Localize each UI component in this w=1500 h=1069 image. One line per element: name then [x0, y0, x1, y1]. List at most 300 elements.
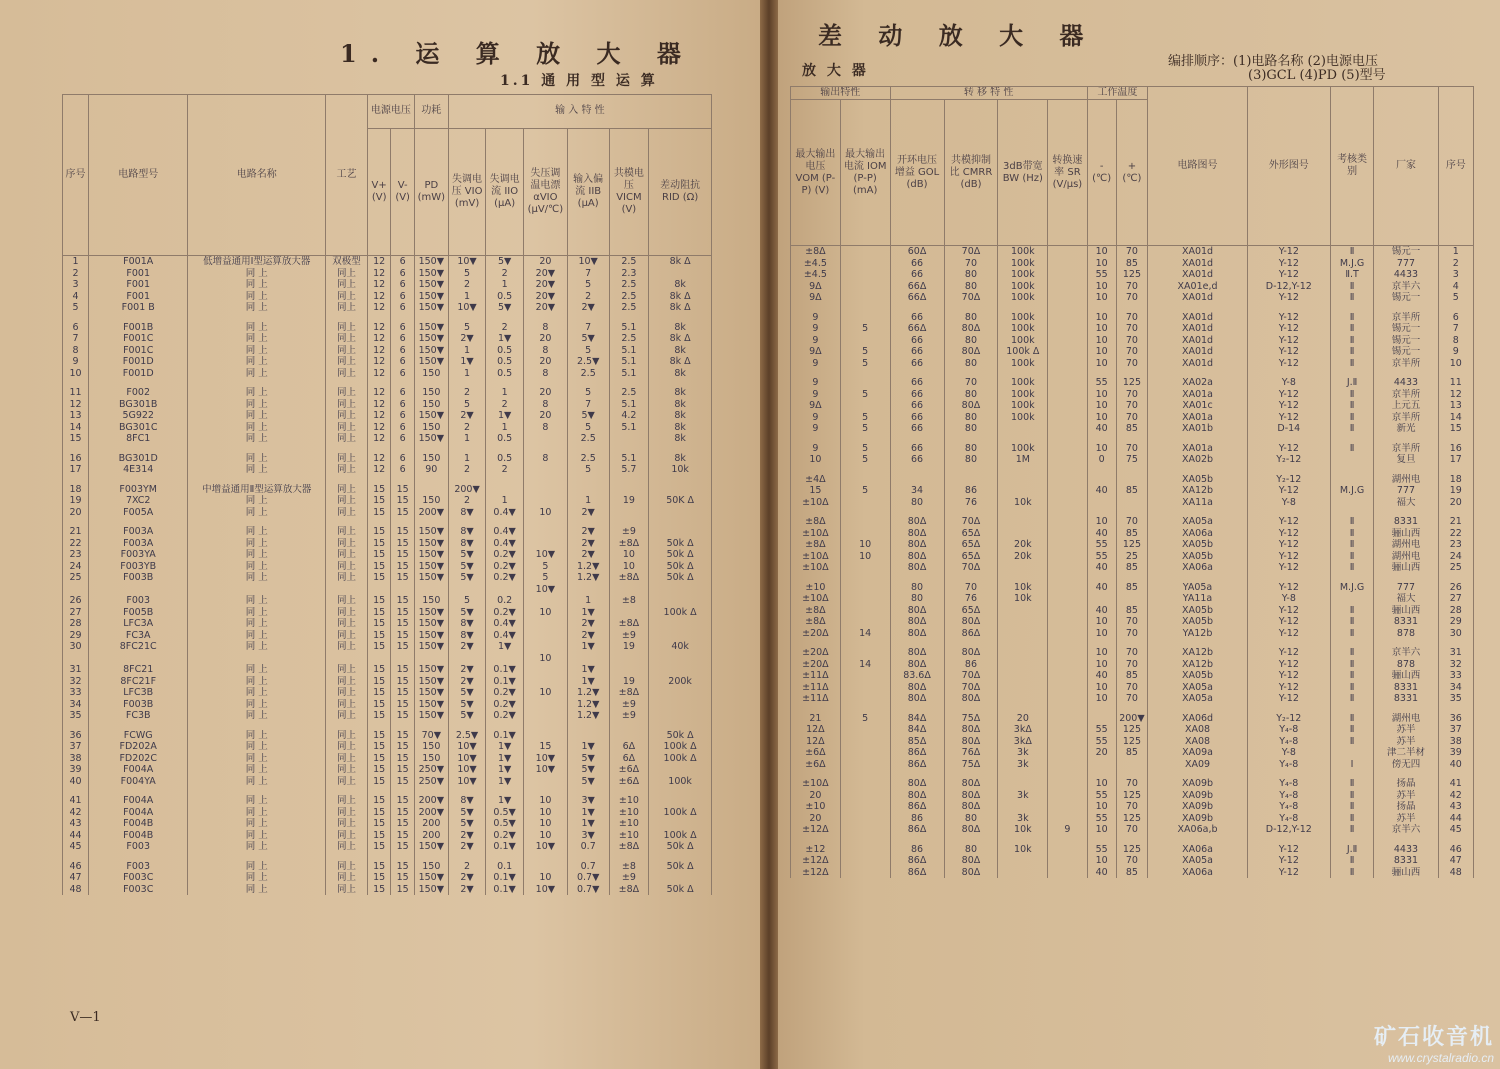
- table-cell: 8k: [649, 368, 712, 380]
- table-cell: 15: [367, 830, 390, 842]
- table-cell: 同上: [326, 322, 368, 334]
- table-cell: XA12b: [1148, 485, 1248, 497]
- table-cell: [840, 855, 890, 867]
- table-cell: 8k Δ: [649, 256, 712, 268]
- table-cell: Ⅱ: [1330, 516, 1374, 528]
- table-row: [791, 824, 1474, 836]
- table-cell: [567, 853, 609, 861]
- table-cell: [89, 584, 188, 596]
- table-row: [791, 323, 1474, 335]
- table-cell: [609, 787, 649, 795]
- table-cell: 1▼: [486, 333, 524, 345]
- table-cell: [649, 872, 712, 884]
- table-cell: 6: [391, 387, 414, 399]
- table-cell: 骊山西: [1374, 670, 1438, 682]
- table-cell: 100k: [998, 389, 1048, 401]
- table-cell: 9Δ: [791, 292, 841, 304]
- table-cell: 10▼: [448, 764, 486, 776]
- table-row: [63, 484, 712, 496]
- table-cell: 12: [367, 410, 390, 422]
- table-cell: 0.2▼: [486, 572, 524, 584]
- table-cell: Y-12: [1247, 855, 1330, 867]
- table-cell: 80: [890, 497, 944, 509]
- table-cell: ±12: [791, 844, 841, 856]
- table-cell: 777: [1374, 258, 1438, 270]
- table-cell: [523, 641, 567, 653]
- table-cell: 84Δ: [890, 713, 944, 725]
- table-cell: 150▼: [414, 630, 448, 642]
- table-cell: [448, 445, 486, 453]
- table-cell: Ⅱ: [1330, 693, 1374, 705]
- table-cell: J.Ⅱ: [1330, 844, 1374, 856]
- table-cell: 70: [1116, 682, 1148, 694]
- table-cell: [89, 787, 188, 795]
- table-cell: Y₄-8: [1247, 759, 1330, 771]
- table-cell: Y-12: [1247, 844, 1330, 856]
- table-cell: 100k: [998, 323, 1048, 335]
- table-cell: ±8: [609, 861, 649, 873]
- left-page-subtitle: 1.1 通 用 型 运 算: [500, 73, 658, 89]
- table-cell: 8331: [1374, 516, 1438, 528]
- table-cell: 66: [890, 312, 944, 324]
- table-cell: 15: [367, 538, 390, 550]
- table-cell: 55: [1087, 736, 1116, 748]
- table-cell: 5: [567, 464, 609, 476]
- table-cell: 8k: [649, 410, 712, 422]
- table-cell: 低增益通用Ⅰ型运算放大器: [188, 256, 326, 268]
- table-cell: [63, 379, 89, 387]
- table-cell: 6: [391, 268, 414, 280]
- table-cell: [890, 508, 944, 516]
- table-cell: [998, 474, 1048, 486]
- table-cell: 80: [944, 389, 998, 401]
- table-cell: 1.2▼: [567, 561, 609, 573]
- table-cell: Y-12: [1247, 312, 1330, 324]
- table-cell: XA01a: [1148, 412, 1248, 424]
- table-cell: XA12b: [1148, 647, 1248, 659]
- table-cell: [1116, 574, 1148, 582]
- table-cell: 76Δ: [944, 747, 998, 759]
- table-cell: 85: [1116, 867, 1148, 879]
- table-cell: [89, 476, 188, 484]
- table-cell: Ⅱ: [1330, 539, 1374, 551]
- table-cell: 2.5: [609, 279, 649, 291]
- table-cell: 70: [1116, 358, 1148, 370]
- table-cell: 同上: [326, 453, 368, 465]
- table-cell: F002: [89, 387, 188, 399]
- table-cell: 1▼: [448, 356, 486, 368]
- table-cell: ±9: [609, 630, 649, 642]
- table-cell: 40: [1087, 582, 1116, 594]
- table-cell: [414, 518, 448, 526]
- table-cell: XA06a: [1148, 867, 1248, 879]
- table-cell: 2▼: [567, 302, 609, 314]
- left-page-title: 1. 运 算 放 大 器: [340, 39, 695, 68]
- table-cell: 8: [523, 368, 567, 380]
- table-cell: 15: [367, 495, 390, 507]
- table-cell: Y₂-12: [1247, 454, 1330, 466]
- table-cell: [998, 836, 1048, 844]
- table-cell: 10: [1087, 647, 1116, 659]
- table-cell: 15: [391, 776, 414, 788]
- table-cell: Y₄-8: [1247, 790, 1330, 802]
- table-cell: 15: [367, 526, 390, 538]
- order-note-line1: 编排顺序：(1)电路名称 (2)电源电压: [1168, 54, 1378, 69]
- table-cell: 19: [63, 495, 89, 507]
- table-cell: 0.2▼: [486, 710, 524, 722]
- table-cell: 15: [391, 538, 414, 550]
- table-cell: ±10Δ: [791, 593, 841, 605]
- table-row: [63, 641, 712, 653]
- table-cell: 34: [890, 485, 944, 497]
- table-cell: [1048, 304, 1087, 312]
- table-cell: 125: [1116, 736, 1148, 748]
- table-row: [791, 423, 1474, 435]
- table-cell: [1048, 292, 1087, 304]
- table-cell: [1048, 466, 1087, 474]
- table-cell: [1087, 466, 1116, 474]
- table-cell: 5: [63, 302, 89, 314]
- table-cell: ±8Δ: [609, 687, 649, 699]
- table-cell: ±6Δ: [791, 759, 841, 771]
- table-cell: 5▼: [567, 776, 609, 788]
- table-cell: 8331: [1374, 616, 1438, 628]
- table-cell: [63, 722, 89, 730]
- table-cell: 15: [391, 818, 414, 830]
- table-cell: FD202A: [89, 741, 188, 753]
- table-cell: [63, 584, 89, 596]
- table-cell: Y-8: [1247, 497, 1330, 509]
- table-cell: [998, 528, 1048, 540]
- table-cell: 同 上: [188, 861, 326, 873]
- table-cell: 8331: [1374, 682, 1438, 694]
- table-cell: 锡元一: [1374, 292, 1438, 304]
- table-cell: [414, 722, 448, 730]
- table-cell: 同 上: [188, 618, 326, 630]
- table-row: [63, 538, 712, 550]
- table-cell: [890, 369, 944, 377]
- table-cell: [649, 379, 712, 387]
- table-cell: 0.2: [486, 595, 524, 607]
- table-row: [791, 412, 1474, 424]
- table-cell: 15: [367, 884, 390, 896]
- table-cell: [1048, 790, 1087, 802]
- table-cell: 6: [391, 410, 414, 422]
- table-cell: 上元五: [1374, 400, 1438, 412]
- table-cell: 150▼: [414, 607, 448, 619]
- table-cell: [567, 584, 609, 596]
- table-cell: Y-12: [1247, 443, 1330, 455]
- table-cell: 0.5: [486, 345, 524, 357]
- table-cell: 2▼: [448, 830, 486, 842]
- table-cell: 70: [1116, 693, 1148, 705]
- table-row: [791, 659, 1474, 671]
- table-cell: 15: [367, 861, 390, 873]
- table-cell: 80Δ: [890, 647, 944, 659]
- table-cell: ±11Δ: [791, 693, 841, 705]
- table-row: [791, 682, 1474, 694]
- table-cell: 同上: [326, 538, 368, 550]
- table-cell: [649, 764, 712, 776]
- table-cell: 11: [63, 387, 89, 399]
- table-cell: [414, 379, 448, 387]
- table-cell: [1048, 400, 1087, 412]
- table-cell: FC3A: [89, 630, 188, 642]
- table-cell: 15: [391, 630, 414, 642]
- table-row: [63, 549, 712, 561]
- table-cell: 10: [1087, 412, 1116, 424]
- table-cell: Y-12: [1247, 246, 1330, 258]
- table-cell: 10: [840, 539, 890, 551]
- table-cell: 5: [448, 399, 486, 411]
- table-cell: [890, 836, 944, 844]
- table-cell: 13: [63, 410, 89, 422]
- table-cell: 1: [486, 279, 524, 291]
- table-cell: 1M: [998, 454, 1048, 466]
- table-cell: 35: [63, 710, 89, 722]
- table-cell: F001: [89, 291, 188, 303]
- table-cell: [523, 464, 567, 476]
- table-cell: 31: [1438, 647, 1473, 659]
- table-cell: 150▼: [414, 687, 448, 699]
- table-cell: 5▼: [567, 333, 609, 345]
- table-cell: Ⅱ: [1330, 346, 1374, 358]
- table-cell: 2.5: [609, 387, 649, 399]
- table-cell: [1247, 304, 1330, 312]
- table-cell: [523, 664, 567, 676]
- table-cell: Y₄-8: [1247, 778, 1330, 790]
- table-cell: [1116, 474, 1148, 486]
- table-cell: 15: [391, 664, 414, 676]
- table-cell: 200: [414, 818, 448, 830]
- table-cell: Y₄-8: [1247, 724, 1330, 736]
- table-cell: [1116, 466, 1148, 474]
- table-cell: [840, 844, 890, 856]
- table-cell: 70: [1116, 335, 1148, 347]
- table-cell: 5▼: [448, 807, 486, 819]
- table-cell: 27: [1438, 593, 1473, 605]
- table-row: [791, 593, 1474, 605]
- table-cell: 15: [391, 884, 414, 896]
- table-cell: F001A: [89, 256, 188, 268]
- table-row: [791, 528, 1474, 540]
- table-row: [791, 574, 1474, 582]
- table-cell: [649, 630, 712, 642]
- table-cell: [1048, 778, 1087, 790]
- table-cell: Y-12: [1247, 335, 1330, 347]
- table-cell: XA06a: [1148, 528, 1248, 540]
- table-cell: ±20Δ: [791, 628, 841, 640]
- table-cell: BG301B: [89, 399, 188, 411]
- header-vminus: V- (V): [391, 128, 414, 255]
- table-row: [63, 687, 712, 699]
- table-cell: 85: [1116, 562, 1148, 574]
- table-cell: [567, 314, 609, 322]
- table-cell: [840, 670, 890, 682]
- table-row: [63, 422, 712, 434]
- table-row: [791, 358, 1474, 370]
- table-cell: 8k Δ: [649, 302, 712, 314]
- table-cell: XA01d: [1148, 269, 1248, 281]
- table-cell: [391, 853, 414, 861]
- table-cell: 0.2▼: [486, 830, 524, 842]
- table-cell: D-12,Y-12: [1247, 824, 1330, 836]
- table-row: [63, 753, 712, 765]
- table-cell: 250▼: [414, 764, 448, 776]
- table-cell: XA05a: [1148, 855, 1248, 867]
- table-cell: 40: [63, 776, 89, 788]
- table-cell: 同上: [326, 630, 368, 642]
- table-cell: 同上: [326, 872, 368, 884]
- book-gutter: [760, 0, 778, 1069]
- table-cell: F003: [89, 861, 188, 873]
- table-cell: [1374, 574, 1438, 582]
- table-cell: F003: [89, 595, 188, 607]
- table-cell: [63, 853, 89, 861]
- table-cell: [609, 607, 649, 619]
- table-cell: 27: [63, 607, 89, 619]
- header-temp-group: 工作温度: [1087, 87, 1148, 100]
- table-cell: 50k Δ: [649, 884, 712, 896]
- header-maker: 厂家: [1374, 87, 1438, 246]
- table-cell: XA09b: [1148, 801, 1248, 813]
- table-cell: F004B: [89, 818, 188, 830]
- table-cell: 1▼: [486, 776, 524, 788]
- table-cell: 10: [1087, 516, 1116, 528]
- table-cell: 0.5: [486, 433, 524, 445]
- table-cell: 同 上: [188, 422, 326, 434]
- table-cell: 2.5▼: [567, 356, 609, 368]
- table-row: [791, 562, 1474, 574]
- table-row: [791, 292, 1474, 304]
- table-cell: ±10: [609, 830, 649, 842]
- table-cell: ±10: [609, 795, 649, 807]
- table-cell: [1048, 724, 1087, 736]
- table-cell: [840, 824, 890, 836]
- table-cell: 80Δ: [944, 724, 998, 736]
- table-cell: [1087, 369, 1116, 377]
- table-cell: 6: [391, 399, 414, 411]
- table-cell: 1: [448, 345, 486, 357]
- table-cell: 同上: [326, 561, 368, 573]
- table-cell: 10k: [998, 844, 1048, 856]
- table-cell: 86Δ: [890, 867, 944, 879]
- table-cell: 17: [63, 464, 89, 476]
- table-cell: 5G922: [89, 410, 188, 422]
- table-cell: 75Δ: [944, 713, 998, 725]
- table-row: [63, 387, 712, 399]
- table-cell: 80Δ: [944, 323, 998, 335]
- table-cell: ±10Δ: [791, 528, 841, 540]
- table-cell: 15: [367, 710, 390, 722]
- table-cell: ±9: [609, 872, 649, 884]
- table-cell: 15: [367, 607, 390, 619]
- table-cell: [391, 584, 414, 596]
- table-cell: 66Δ: [890, 281, 944, 293]
- table-cell: [998, 855, 1048, 867]
- table-cell: 15: [367, 561, 390, 573]
- table-cell: 同上: [326, 333, 368, 345]
- table-cell: [998, 574, 1048, 582]
- table-cell: 湖州电: [1374, 713, 1438, 725]
- table-cell: 15: [367, 676, 390, 688]
- header-iio: 失调电流 IIO (μA): [486, 128, 524, 255]
- table-cell: [840, 790, 890, 802]
- table-cell: F004B: [89, 830, 188, 842]
- table-cell: 0.5: [486, 291, 524, 303]
- table-cell: 80Δ: [944, 855, 998, 867]
- table-cell: 1.2▼: [567, 699, 609, 711]
- table-cell: 9: [791, 312, 841, 324]
- table-cell: 80Δ: [944, 867, 998, 879]
- table-row: [791, 443, 1474, 455]
- table-cell: 12: [63, 399, 89, 411]
- table-cell: XA01d: [1148, 292, 1248, 304]
- table-row: [791, 369, 1474, 377]
- table-cell: [649, 584, 712, 596]
- table-cell: 同上: [326, 664, 368, 676]
- table-cell: Ⅱ: [1330, 724, 1374, 736]
- table-cell: 20k: [998, 551, 1048, 563]
- table-cell: [944, 574, 998, 582]
- table-cell: 6: [391, 279, 414, 291]
- table-cell: 20: [998, 713, 1048, 725]
- header-cmrr: 共模抑制比 CMRR (dB): [944, 100, 998, 246]
- table-cell: 80Δ: [944, 647, 998, 659]
- table-cell: 66: [890, 423, 944, 435]
- table-cell: 9: [791, 412, 841, 424]
- table-cell: [523, 618, 567, 630]
- table-cell: 20k: [998, 539, 1048, 551]
- table-cell: 2▼: [448, 333, 486, 345]
- table-cell: Ⅰ: [1330, 759, 1374, 771]
- table-cell: 10: [523, 795, 567, 807]
- table-row: [791, 281, 1474, 293]
- table-cell: 新光: [1374, 423, 1438, 435]
- table-cell: 10: [1087, 292, 1116, 304]
- table-cell: [1048, 628, 1087, 640]
- table-cell: Y-12: [1247, 582, 1330, 594]
- table-cell: [188, 653, 326, 665]
- table-row: [791, 713, 1474, 725]
- table-cell: [998, 778, 1048, 790]
- table-cell: [998, 693, 1048, 705]
- table-cell: 同 上: [188, 399, 326, 411]
- table-cell: [567, 445, 609, 453]
- table-cell: 80: [944, 813, 998, 825]
- table-cell: 40: [1438, 759, 1473, 771]
- table-cell: [1148, 304, 1248, 312]
- table-cell: [367, 722, 390, 730]
- table-cell: 15: [367, 753, 390, 765]
- table-cell: [414, 653, 448, 665]
- table-cell: 10: [523, 507, 567, 519]
- table-cell: 36: [1438, 713, 1473, 725]
- table-cell: [1116, 369, 1148, 377]
- table-cell: 3k: [998, 813, 1048, 825]
- table-cell: 8k Δ: [649, 291, 712, 303]
- table-cell: 40: [1087, 528, 1116, 540]
- table-cell: 0.1: [486, 861, 524, 873]
- table-cell: [998, 670, 1048, 682]
- table-cell: 2.5: [567, 453, 609, 465]
- table-cell: [1048, 574, 1087, 582]
- table-cell: 45: [1438, 824, 1473, 836]
- table-cell: 1: [486, 387, 524, 399]
- table-cell: [63, 314, 89, 322]
- table-cell: [1048, 269, 1087, 281]
- table-cell: [448, 518, 486, 526]
